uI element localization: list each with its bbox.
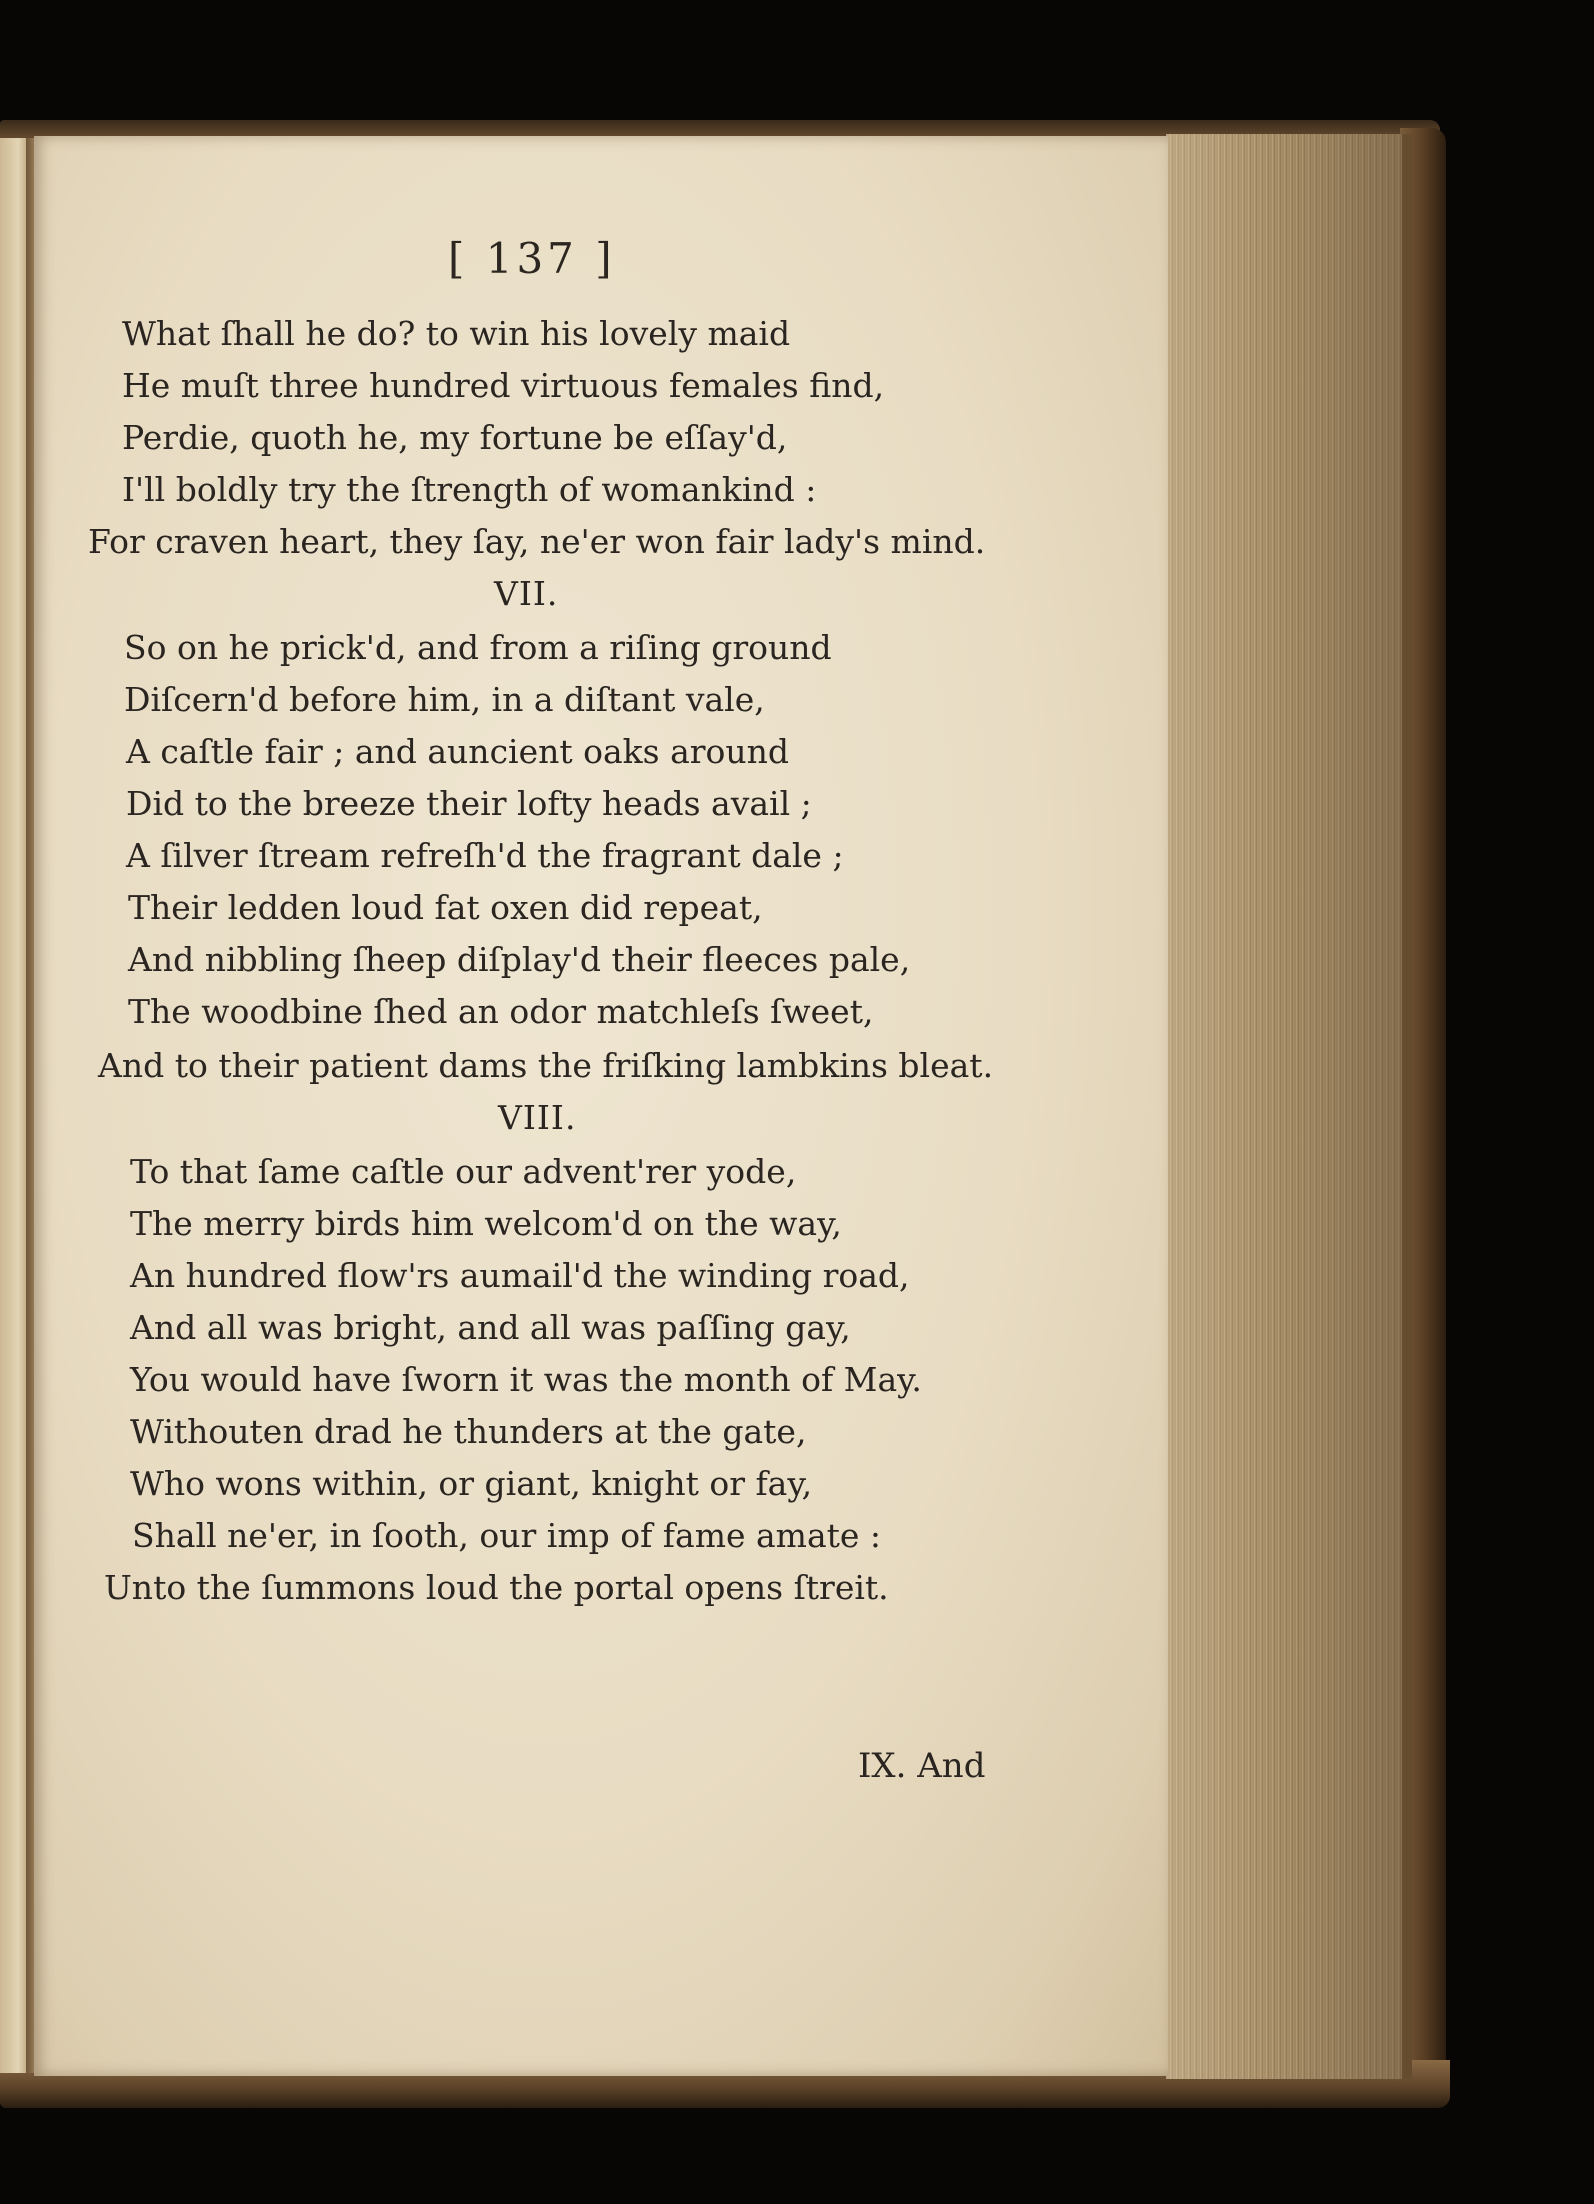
verse-line: Shall ne'er, in ſooth, our imp of fame amate : — [132, 1516, 882, 1555]
verse-line: Diſcern'd before him, in a diſtant vale, — [124, 680, 765, 719]
page-block-shading — [1166, 134, 1412, 2079]
verse-line: The merry birds him welcom'd on the way, — [130, 1204, 842, 1243]
verse-line: A ſilver ſtream refreſh'd the fragrant dale ; — [126, 836, 844, 875]
verse-line: A caſtle fair ; and auncient oaks around — [126, 732, 790, 771]
verse-line: I'll boldly try the ſtrength of womankind : — [122, 470, 817, 509]
verse-line: Perdie, quoth he, my fortune be eſſay'd, — [122, 418, 788, 457]
verse-line: And nibbling ſheep diſplay'd their fleeces pale, — [128, 940, 911, 979]
verse-line: The woodbine ſhed an odor matchleſs ſweet, — [128, 992, 874, 1031]
verse-line: To that ſame caſtle our advent'rer yode, — [130, 1152, 797, 1191]
verse-line: And all was bright, and all was paſſing gay, — [130, 1308, 851, 1347]
verse-line: An hundred flow'rs aumail'd the winding road, — [130, 1256, 910, 1295]
verse-line-alexandrine: For craven heart, they ſay, ne'er won fair lady's mind. — [88, 522, 986, 561]
verse-line: You would have ſworn it was the month of May. — [130, 1360, 922, 1399]
verse-line: Their ledden loud fat oxen did repeat, — [128, 888, 763, 927]
verse-line: So on he prick'd, and from a riſing ground — [124, 628, 832, 667]
catchword: IX. And — [858, 1746, 986, 1786]
verse-line: Who wons within, or giant, knight or fay, — [130, 1464, 813, 1503]
verse-line: Withouten drad he thunders at the gate, — [130, 1412, 807, 1451]
page-number: [ 137 ] — [448, 234, 616, 283]
stanza-numeral: VIII. — [498, 1098, 577, 1137]
verse-line: He muſt three hundred virtuous females find, — [122, 366, 885, 405]
verse-line: What ſhall he do? to win his lovely maid — [122, 314, 791, 353]
verse-line-alexandrine: And to their patient dams the friſking lambkins bleat. — [98, 1046, 994, 1085]
verse-line-alexandrine: Unto the ſummons loud the portal opens ſtreit. — [104, 1568, 889, 1607]
verse-line: Did to the breeze their lofty heads avail ; — [126, 784, 812, 823]
stanza-numeral: VII. — [494, 574, 559, 613]
